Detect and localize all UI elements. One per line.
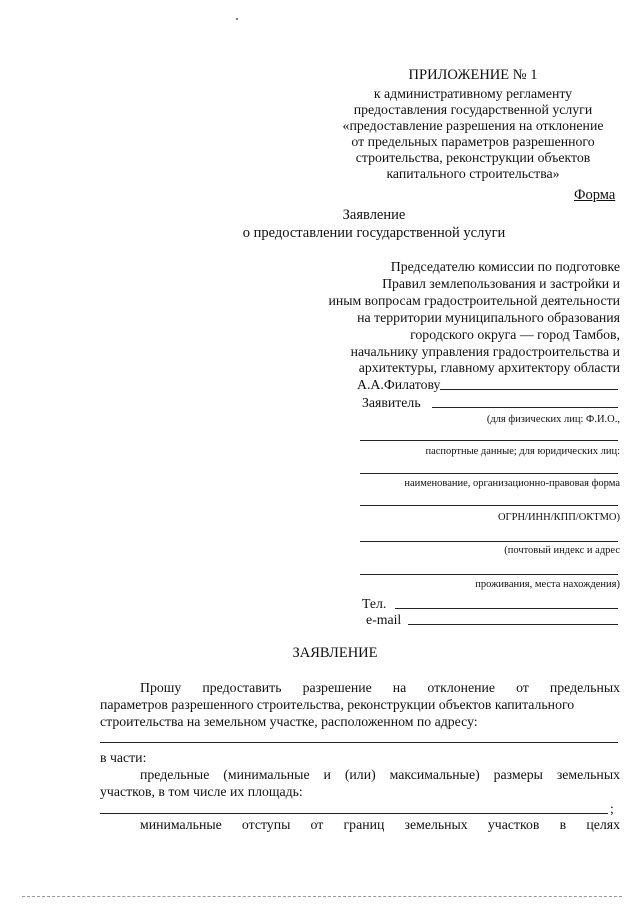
applicant-hint-2: паспортные данные; для юридических лиц: xyxy=(425,446,620,457)
applicant-hint-6: проживания, места нахождения) xyxy=(475,579,620,590)
form-label: Форма xyxy=(574,187,616,203)
addressee-line-2: Правил землепользования и застройки и xyxy=(382,276,620,291)
addressee-line-4: на территории муниципального образования xyxy=(357,310,620,325)
scan-edge-artifact xyxy=(22,896,622,897)
statement-p2-line-2: участков, в том числе их площадь: xyxy=(100,784,303,799)
phone-line[interactable] xyxy=(395,608,618,609)
appendix-line-5: строительства, реконструкции объектов xyxy=(355,150,591,165)
in-part-label: в части: xyxy=(100,750,147,765)
statement-title: ЗАЯВЛЕНИЕ xyxy=(292,645,378,661)
addressee-line-5: городского округа — город Тамбов, xyxy=(410,327,620,342)
address-line[interactable] xyxy=(100,742,618,743)
addressee-name: А.А.Филатову xyxy=(357,377,441,392)
email-line[interactable] xyxy=(408,624,618,625)
addressee-line-7: архитектуры, главному архитектору области xyxy=(358,360,620,375)
appendix-line-3: «предоставление разрешения на отклонение xyxy=(342,118,604,133)
appendix-line-1: к административному регламенту xyxy=(373,86,573,101)
email-label: e-mail xyxy=(366,612,402,627)
semicolon: ; xyxy=(610,801,614,816)
statement-p3-line-1: минимальные отступы от границ земельных участков в целях xyxy=(140,817,620,832)
applicant-hint-4: ОГРН/ИНН/КПП/ОКТМО) xyxy=(497,512,620,523)
appendix-title: ПРИЛОЖЕНИЕ № 1 xyxy=(408,67,538,83)
applicant-line-3[interactable] xyxy=(360,473,618,474)
applicant-line-5[interactable] xyxy=(360,541,618,542)
scan-speck xyxy=(236,18,238,20)
application-heading-line-1: Заявление xyxy=(342,207,406,223)
addressee-line-1: Председателю комиссии по подготовке xyxy=(390,259,620,274)
addressee-line-3: иным вопросам градостроительной деятельности xyxy=(328,293,620,308)
appendix-line-6: капитального строительства» xyxy=(386,166,560,181)
addressee-line-6: начальнику управления градостроительства и xyxy=(350,344,620,359)
applicant-line-4[interactable] xyxy=(360,505,618,506)
statement-p1-line-1: Прошу предоставить разрешение на отклонение от предельных xyxy=(140,680,620,695)
applicant-hint-1: (для физических лиц: Ф.И.О., xyxy=(486,414,620,425)
phone-label: Тел. xyxy=(362,596,387,611)
application-heading-line-2: о предоставлении государственной услуги xyxy=(242,225,506,241)
applicant-hint-3: наименование, организационно-правовая форма xyxy=(404,478,620,489)
applicant-hint-5: (почтовый индекс и адрес xyxy=(504,545,620,556)
appendix-line-4: от предельных параметров разрешенного xyxy=(351,134,595,149)
statement-p1-line-2: параметров разрешенного строительства, реконструкции объектов капитального xyxy=(100,697,575,712)
statement-p1-line-3: строительства на земельном участке, расположенном по адресу: xyxy=(100,714,478,729)
applicant-label: Заявитель xyxy=(362,395,421,410)
applicant-line-1[interactable] xyxy=(432,407,618,408)
addressee-name-line xyxy=(440,389,618,390)
statement-p2-line-1: предельные (минимальные и (или) максимальные) размеры земельных xyxy=(140,767,620,782)
applicant-line-2[interactable] xyxy=(360,440,618,441)
applicant-line-6[interactable] xyxy=(360,574,618,575)
area-line[interactable] xyxy=(100,813,608,814)
appendix-line-2: предоставления государственной услуги xyxy=(353,102,593,117)
